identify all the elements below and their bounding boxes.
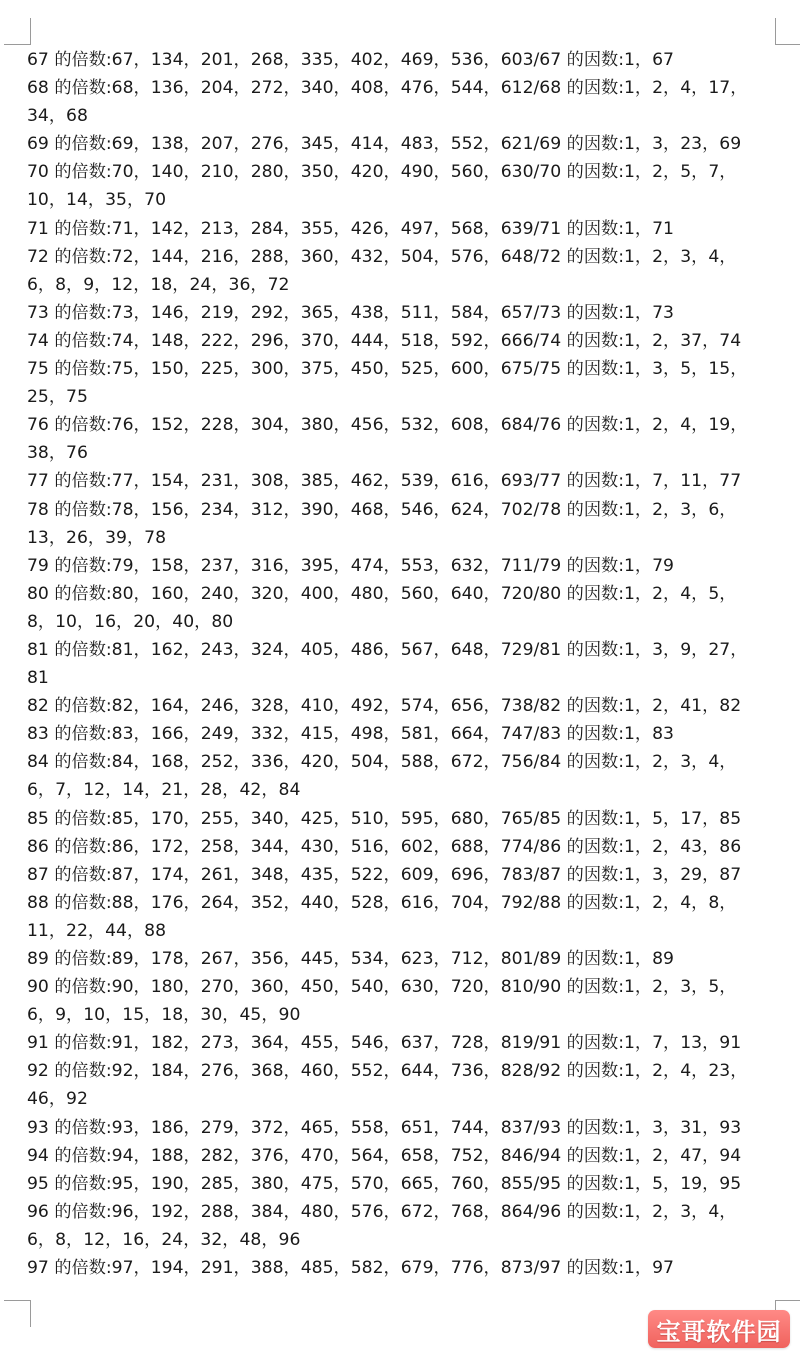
document-line: 84 的倍数:84，168，252，336，420，504，588，672，756/84 的因数:1，2，3，4， (27, 752, 737, 773)
document-line: 94 的倍数:94，188，282，376，470，564，658，752，846/94 的因数:1，2，47，94 (27, 1145, 742, 1166)
document-line: 68 的倍数:68，136，204，272，340，408，476，544，612/68 的因数:1，2，4，17， (27, 78, 748, 99)
document-line: 97 的倍数:97，194，291，388，485，582，679，776，873/97 的因数:1，97 (27, 1258, 674, 1279)
document-line: 95 的倍数:95，190，285，380，475，570，665，760，855/95 的因数:1，5，19，95 (27, 1173, 742, 1194)
document-line: 90 的倍数:90，180，270，360，450，540，630，720，810/90 的因数:1，2，3，5， (27, 977, 737, 998)
document-line: 83 的倍数:83，166，249，332，415，498，581，664，747/83 的因数:1，83 (27, 724, 674, 745)
document-line: 6，8，12，16，24，32，48，96 (27, 1229, 301, 1250)
document-line: 69 的倍数:69，138，207，276，345，414，483，552，621/69 的因数:1，3，23，69 (27, 134, 742, 155)
document-line: 13，26，39，78 (27, 527, 167, 548)
document-line: 80 的倍数:80，160，240，320，400，480，560，640，720/80 的因数:1，2，4，5， (27, 583, 737, 604)
document-line: 38，76 (27, 443, 88, 464)
page-corner-mark-top-left (4, 18, 31, 45)
document-line: 89 的倍数:89，178，267，356，445，534，623，712，801/89 的因数:1，89 (27, 949, 674, 969)
document-line: 96 的倍数:96，192，288，384，480，576，672，768，864/96 的因数:1，2，3，4， (27, 1201, 737, 1222)
page-corner-mark-top-right (775, 18, 800, 45)
document-line: 82 的倍数:82，164，246，328，410，492，574，656，738/82 的因数:1，2，41，82 (27, 696, 742, 717)
document-line: 88 的倍数:88，176，264，352，440，528，616，704，792/88 的因数:1，2，4，8， (27, 892, 737, 913)
document-line: 74 的倍数:74，148，222，296，370，444，518，592，666/74 的因数:1，2，37，74 (27, 330, 742, 351)
document-line: 91 的倍数:91，182，273，364，455，546，637，728，819/91 的因数:1，7，13，91 (27, 1033, 742, 1054)
document-line: 11，22，44，88 (27, 920, 167, 941)
document-line: 87 的倍数:87，174，261，348，435，522，609，696，783/87 的因数:1，3，29，87 (27, 864, 742, 885)
document-line: 6，9，10，15，18，30，45，90 (27, 1005, 301, 1026)
document-line: 93 的倍数:93，186，279，372，465，558，651，744，837/93 的因数:1，3，31，93 (27, 1117, 742, 1138)
document-line: 25，75 (27, 387, 88, 408)
document-line: 79 的倍数:79，158，237，316，395，474，553，632，711/79 的因数:1，79 (27, 555, 674, 576)
document-body (27, 46, 787, 1282)
document-line: 70 的倍数:70，140，210，280，350，420，490，560，630/70 的因数:1，2，5，7， (27, 162, 737, 183)
document-line: 76 的倍数:76，152，228，304，380，456，532，608，684/76 的因数:1，2，4，19， (27, 415, 748, 436)
document-line: 46，92 (27, 1089, 88, 1110)
document-line: 73 的倍数:73，146，219，292，365，438，511，584，657/73 的因数:1，73 (27, 302, 674, 323)
document-line: 81 的倍数:81，162，243，324，405，486，567，648，729/81 的因数:1，3，9，27， (27, 639, 748, 660)
document-line: 75 的倍数:75，150，225，300，375，450，525，600，675/75 的因数:1，3，5，15， (27, 359, 748, 380)
document-line: 10，14，35，70 (27, 190, 167, 211)
document-line: 72 的倍数:72，144，216，288，360，432，504，576，648/72 的因数:1，2，3，4， (27, 246, 737, 267)
document-line: 8，10，16，20，40，80 (27, 611, 234, 632)
document-line: 6，7，12，14，21，28，42，84 (27, 780, 301, 801)
document-line: 85 的倍数:85，170，255，340，425，510，595，680，765/85 的因数:1，5，17，85 (27, 808, 742, 829)
watermark-text: 宝哥软件园 (656, 1317, 782, 1346)
document-line: 71 的倍数:71，142，213，284，355，426，497，568，639/71 的因数:1，71 (27, 218, 674, 239)
document-line: 81 (27, 668, 49, 689)
document-line: 86 的倍数:86，172，258，344，430，516，602，688，774/86 的因数:1，2，43，86 (27, 836, 742, 857)
document-line: 6，8，9，12，18，24，36，72 (27, 274, 290, 295)
site-watermark-logo (648, 1310, 790, 1348)
page-corner-mark-bottom-left (4, 1300, 31, 1327)
document-line: 92 的倍数:92，184，276，368，460，552，644，736，828/92 的因数:1，2，4，23， (27, 1061, 748, 1082)
document-line: 78 的倍数:78，156，234，312，390，468，546，624，702/78 的因数:1，2，3，6， (27, 499, 737, 520)
document-line: 67 的倍数:67，134，201，268，335，402，469，536，603/67 的因数:1，67 (27, 50, 674, 70)
document-line: 77 的倍数:77，154，231，308，385，462，539，616，693/77 的因数:1，7，11，77 (27, 471, 742, 492)
document-line: 34，68 (27, 106, 88, 127)
